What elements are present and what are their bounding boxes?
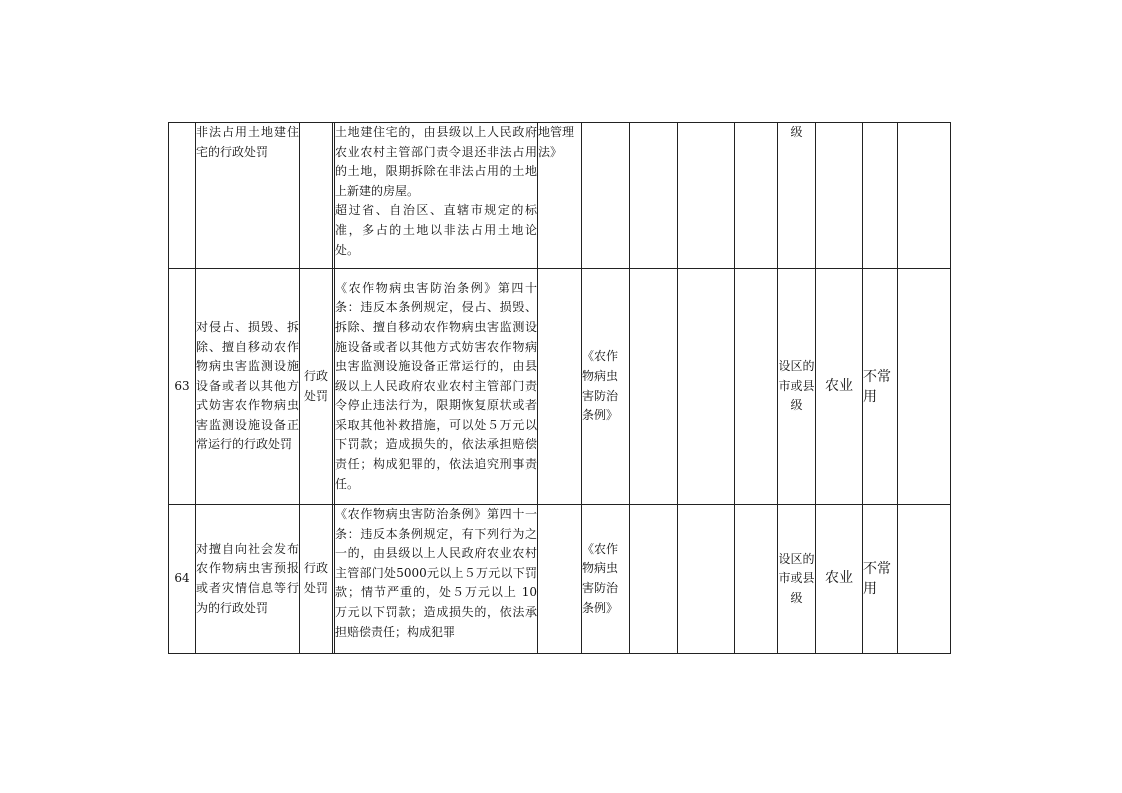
notes-cell: [898, 123, 951, 269]
table-row: [169, 505, 951, 654]
empty-cell: [630, 269, 678, 505]
legal-basis-paragraph: 《农作物病虫害防治条例》第四十一条：违反本条例规定，有下列行为之一的，由县级以上人民政府农业农村主管部门处5000元以上５万元以下罚款；情节严重的，处５万元以上 10 万元以下罚款；造成损失的，依法承担赔偿责任；构成犯罪: [335, 507, 537, 639]
enforcement-level: 设区的市或县级: [778, 269, 816, 505]
item-type: [300, 123, 333, 269]
usage-frequency: 不常用: [863, 269, 898, 505]
enforcement-level: 级: [778, 123, 816, 269]
usage-frequency: 不常用: [863, 505, 898, 654]
item-type: 行政处罚: [300, 269, 333, 505]
legal-basis-paragraph: 超过省、自治区、直辖市规定的标准，多占的土地以非法占用土地论处。: [335, 203, 537, 257]
legal-basis: [335, 505, 538, 654]
law-reference: [538, 269, 582, 505]
empty-cell: [678, 269, 735, 505]
empty-cell: [735, 269, 778, 505]
notes-cell: [898, 505, 951, 654]
empty-cell: [735, 123, 778, 269]
row-number: [169, 123, 196, 269]
legal-basis: [335, 269, 538, 505]
empty-cell: [678, 505, 735, 654]
law-reference: [538, 505, 582, 654]
department: 农业: [816, 505, 863, 654]
notes-cell: [898, 269, 951, 505]
legal-basis-paragraph: 《农作物病虫害防治条例》第四十条：违反本条例规定，侵占、损毁、拆除、擅自移动农作物病虫害监测设施设备或者以其他方式妨害农作物病虫害监测设施设备正常运行的，由县级以上人民政府农业农村主管部门责令停止违法行为，限期恢复原状或者采取其他补救措施，可以处５万元以下罚款；造成损失的，依法承担赔偿责任；构成犯罪的，依法追究刑事责任。: [335, 280, 537, 491]
row-number: 64: [169, 505, 196, 654]
item-name: 对侵占、损毁、拆除、擅自移动农作物病虫害监测设施设备或者以其他方式妨害农作物病虫害监测设施设备正常运行的行政处罚: [196, 269, 300, 505]
empty-cell: [630, 123, 678, 269]
item-name: 非法占用土地建住宅的行政处罚: [196, 123, 300, 269]
legal-basis: [335, 123, 538, 269]
table-row: [169, 123, 951, 269]
law-reference: 地管理法》: [538, 123, 582, 269]
table-row: [169, 269, 951, 505]
usage-frequency: [863, 123, 898, 269]
item-type: 行政处罚: [300, 505, 333, 654]
legal-basis-paragraph: 土地建住宅的，由县级以上人民政府农业农村主管部门责令退还非法占用的土地，限期拆除在非法占用的土地上新建的房屋。: [335, 125, 537, 198]
empty-cell: [630, 505, 678, 654]
row-number: 63: [169, 269, 196, 505]
penalty-catalog-table: [168, 122, 951, 654]
enforcement-level: 设区的市或县级: [778, 505, 816, 654]
department: 农业: [816, 269, 863, 505]
empty-cell: [678, 123, 735, 269]
source-regulation: [582, 123, 630, 269]
empty-cell: [735, 505, 778, 654]
department: [816, 123, 863, 269]
source-regulation: 《农作物病虫害防治条例》: [582, 269, 630, 505]
item-name: 对擅自向社会发布农作物病虫害预报或者灾情信息等行为的行政处罚: [196, 505, 300, 654]
source-regulation: 《农作物病虫害防治条例》: [582, 505, 630, 654]
